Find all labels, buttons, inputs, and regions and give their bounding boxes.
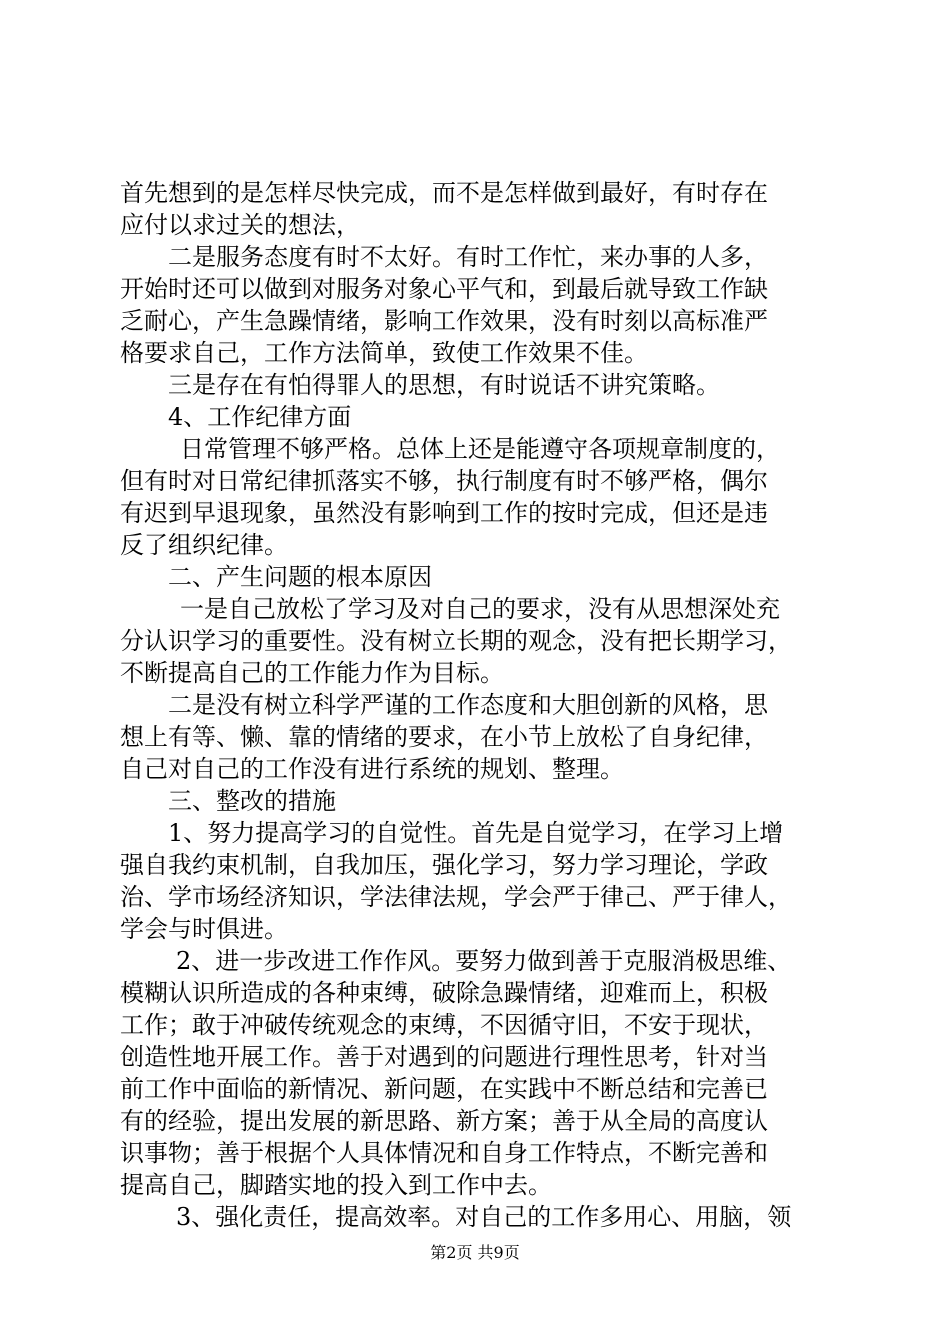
text-line: 应付以求过关的想法， [120, 211, 360, 239]
text-line: 有迟到早退现象，虽然没有影响到工作的按时完成，但还是违 [120, 499, 768, 527]
text-line: 二是没有树立科学严谨的工作态度和大胆创新的风格，思 [168, 691, 768, 719]
text-line: 1、努力提高学习的自觉性。首先是自觉学习，在学习上增 [168, 819, 784, 847]
text-line: 乏耐心，产生急躁情绪，影响工作效果，没有时刻以高标准严 [120, 307, 768, 335]
section-heading: 4、工作纪律方面 [168, 403, 352, 431]
text-line: 但有时对日常纪律抓落实不够，执行制度有时不够严格，偶尔 [120, 467, 768, 495]
text-line: 治、学市场经济知识，学法律法规，学会严于律己、严于律人， [120, 883, 792, 911]
text-line: 反了组织纪律。 [120, 531, 288, 559]
text-line: 三是存在有怕得罪人的思想，有时说话不讲究策略。 [168, 371, 720, 399]
text-line: 自己对自己的工作没有进行系统的规划、整理。 [120, 755, 624, 783]
page-footer: 第2页 共9页 [430, 1243, 520, 1262]
text-line: 开始时还可以做到对服务对象心平气和，到最后就导致工作缺 [120, 275, 768, 303]
text-line: 二是服务态度有时不太好。有时工作忙，来办事的人多， [168, 243, 768, 271]
text-line: 识事物；善于根据个人具体情况和自身工作特点，不断完善和 [120, 1139, 768, 1167]
text-line: 3、强化责任，提高效率。对自己的工作多用心、用脑，领 [176, 1203, 792, 1231]
text-line: 模糊认识所造成的各种束缚，破除急躁情绪，迎难而上，积极 [120, 979, 768, 1007]
text-line: 前工作中面临的新情况、新问题，在实践中不断总结和完善已 [120, 1075, 768, 1103]
text-line: 不断提高自己的工作能力作为目标。 [120, 659, 504, 687]
text-line: 创造性地开展工作。善于对遇到的问题进行理性思考，针对当 [120, 1043, 768, 1071]
text-line: 有的经验，提出发展的新思路、新方案；善于从全局的高度认 [120, 1107, 768, 1135]
text-line: 2、进一步改进工作作风。要努力做到善于克服消极思维、 [176, 947, 792, 975]
text-line: 强自我约束机制，自我加压，强化学习，努力学习理论，学政 [120, 851, 768, 879]
text-line: 日常管理不够严格。总体上还是能遵守各项规章制度的， [180, 435, 780, 463]
text-line: 学会与时俱进。 [120, 915, 288, 943]
section-heading: 三、整改的措施 [168, 787, 336, 815]
text-line: 分认识学习的重要性。没有树立长期的观念，没有把长期学习， [120, 627, 792, 655]
text-line: 提高自己，脚踏实地的投入到工作中去。 [120, 1171, 552, 1199]
section-heading: 二、产生问题的根本原因 [168, 563, 432, 591]
text-line: 工作；敢于冲破传统观念的束缚，不因循守旧，不安于现状， [120, 1011, 768, 1039]
text-line: 想上有等、懒、靠的情绪的要求，在小节上放松了自身纪律， [120, 723, 768, 751]
text-line: 一是自己放松了学习及对自己的要求，没有从思想深处充 [180, 595, 780, 623]
text-line: 首先想到的是怎样尽快完成，而不是怎样做到最好，有时存在 [120, 179, 768, 207]
text-line: 格要求自己，工作方法简单，致使工作效果不佳。 [120, 339, 648, 367]
